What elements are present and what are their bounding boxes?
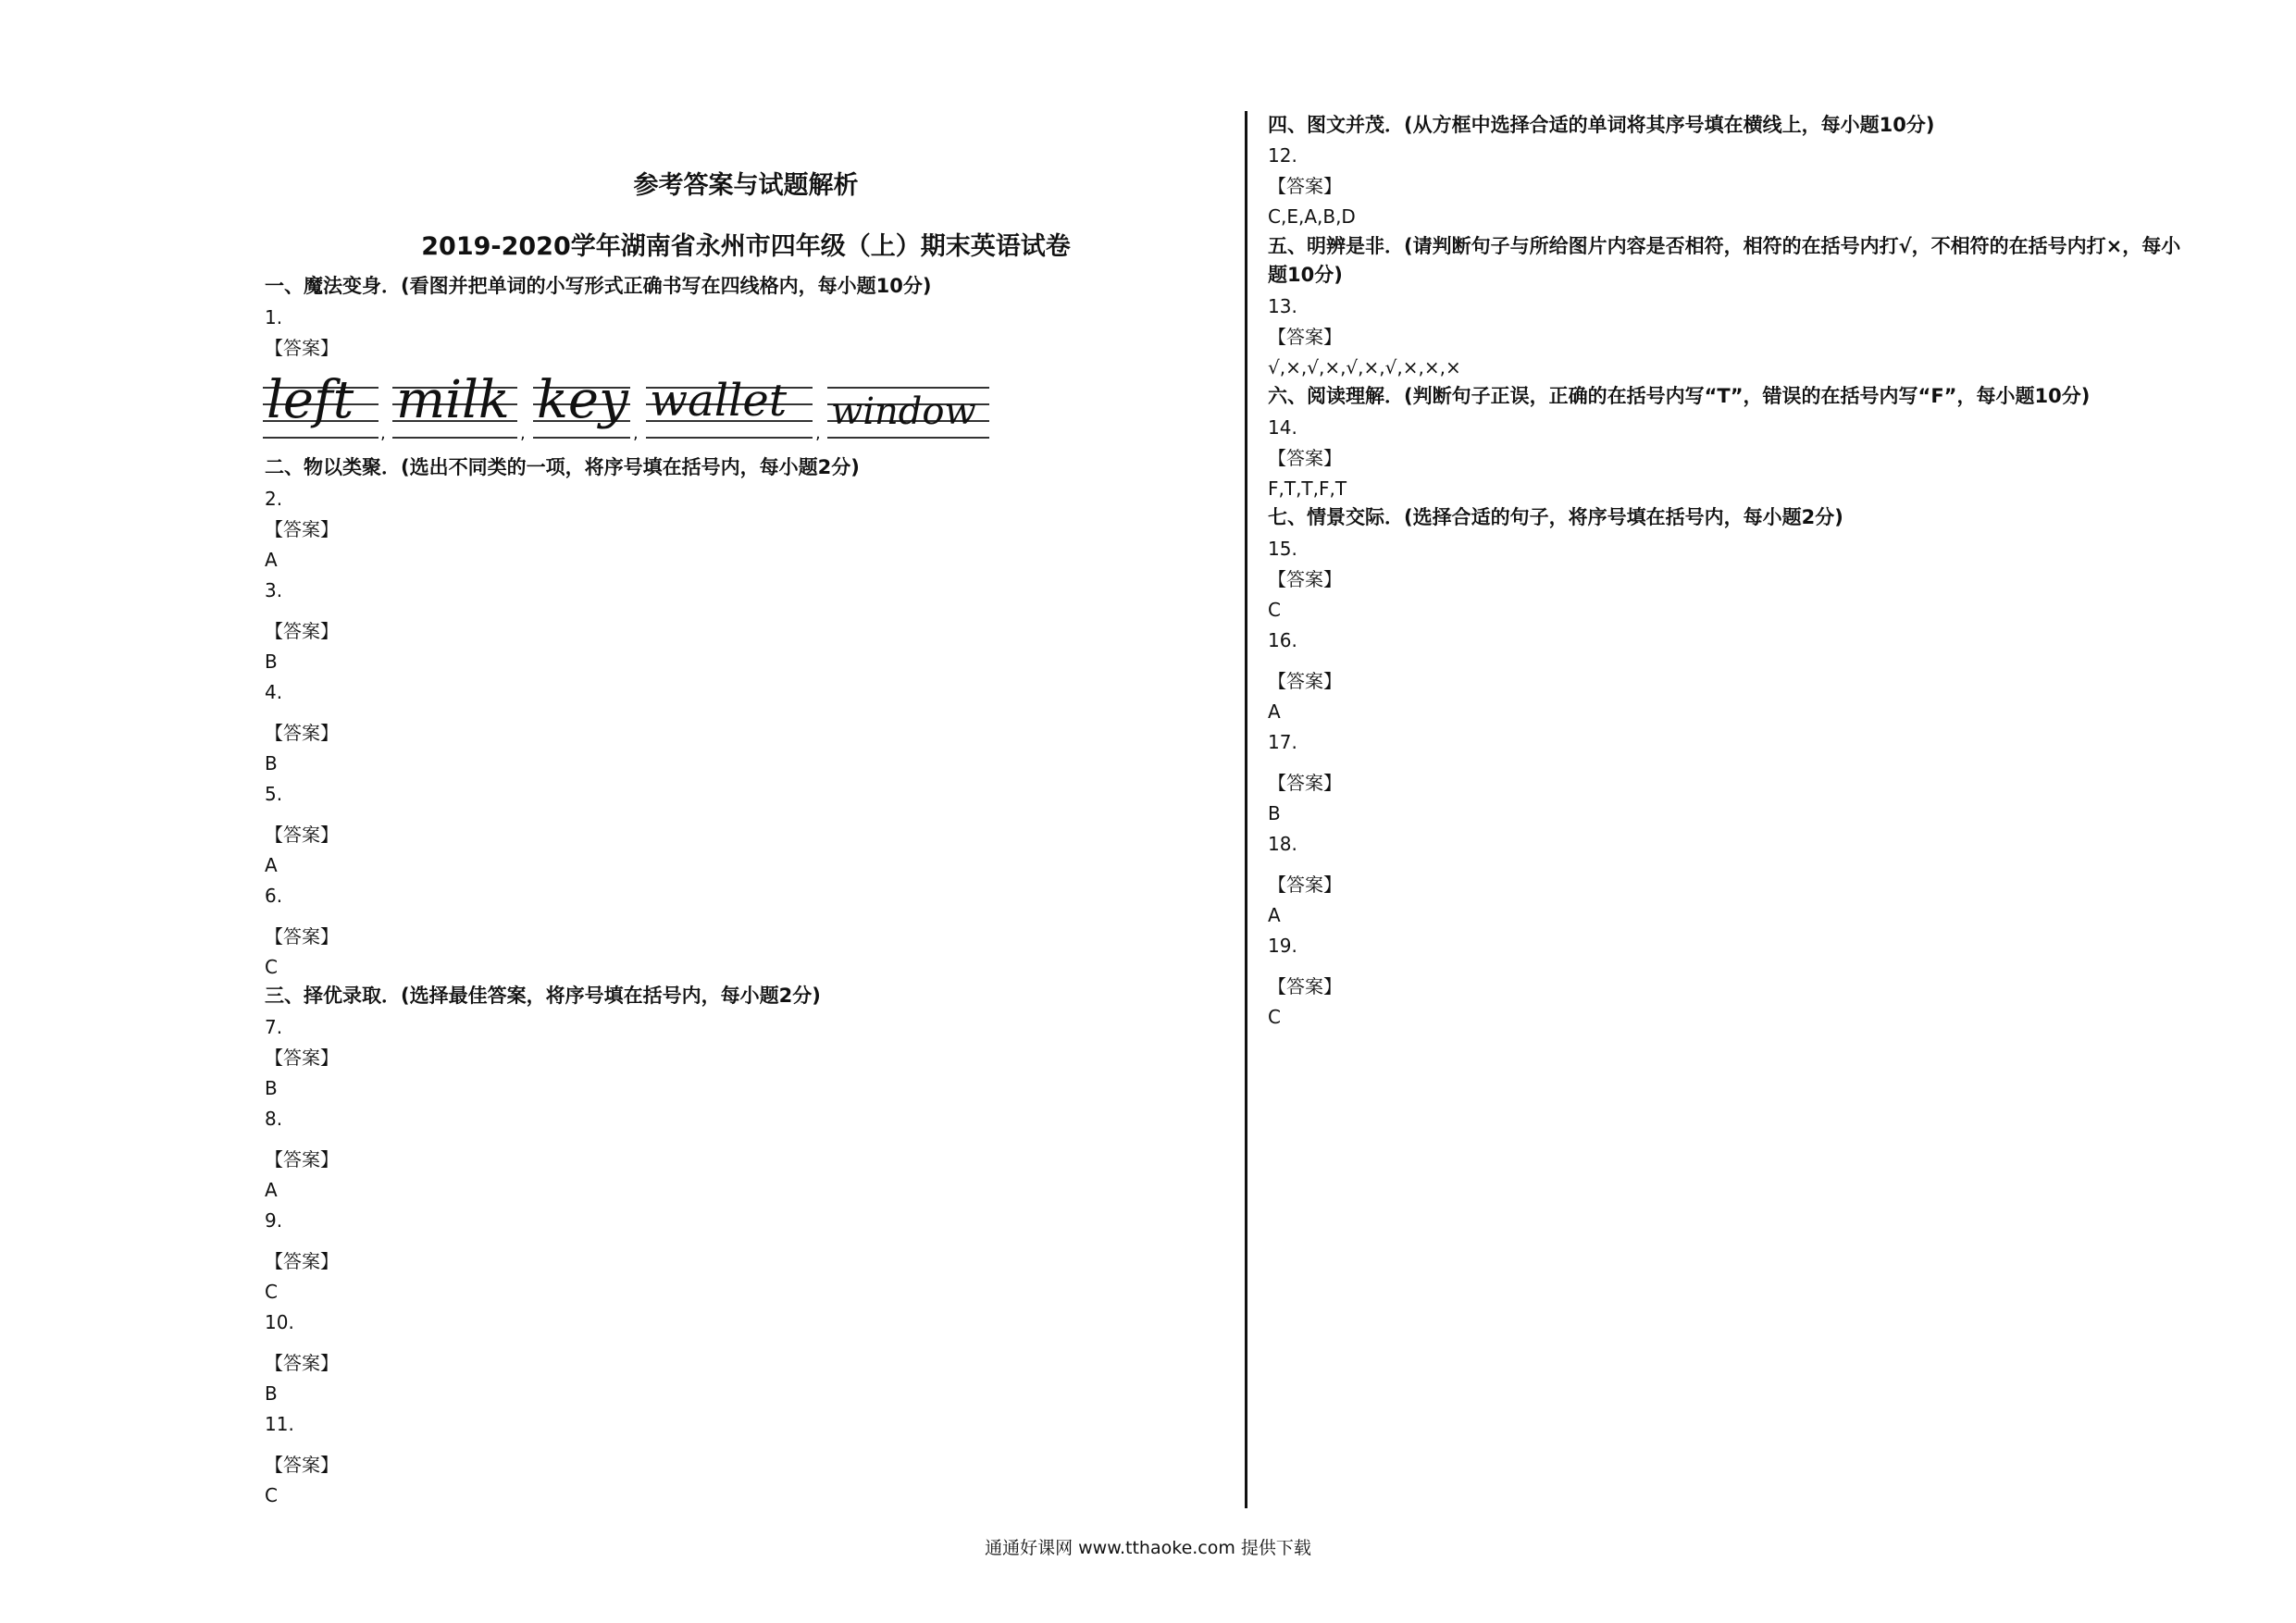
answer-label: 【答案】 <box>265 824 339 846</box>
answer-value: √,×,√,×,√,×,√,×,×,× <box>1268 356 1461 378</box>
question-number: 4. <box>265 681 283 703</box>
answer-label: 【答案】 <box>1268 873 1342 896</box>
section-heading-3: 三、择优录取．(选择最佳答案，将序号填在括号内，每小题2分) <box>265 985 821 1007</box>
answer-value: C <box>265 1484 278 1506</box>
question-number: 8. <box>265 1108 283 1130</box>
handwriting-word-text: milk <box>396 370 510 430</box>
section-heading-7: 七、情景交际．(选择合适的句子，将序号填在括号内，每小题2分) <box>1268 506 1843 528</box>
answer-value: B <box>265 752 278 774</box>
answer-label: 【答案】 <box>1268 568 1342 590</box>
answer-label: 【答案】 <box>265 1250 339 1272</box>
answer-value: C,E,A,B,D <box>1268 205 1356 228</box>
answer-label: 【答案】 <box>265 1352 339 1374</box>
answer-value: A <box>1268 904 1281 926</box>
column-divider <box>1245 111 1247 1508</box>
footer-text: 通通好课网 www.tthaoke.com 提供下载 <box>985 1538 1311 1558</box>
question-number: 12. <box>1268 144 1297 167</box>
question-number: 14. <box>1268 416 1297 439</box>
question-number: 1. <box>265 306 283 328</box>
answer-label: 【答案】 <box>265 925 339 948</box>
handwriting-answers <box>263 370 1003 444</box>
question-number: 3. <box>265 579 283 601</box>
handwriting-word <box>646 370 813 444</box>
handwriting-word <box>533 370 630 444</box>
answer-label: 【答案】 <box>265 518 339 540</box>
answer-label: 【答案】 <box>265 337 339 359</box>
answer-label: 【答案】 <box>1268 670 1342 692</box>
answer-label: 【答案】 <box>1268 447 1342 469</box>
question-number: 7. <box>265 1016 283 1038</box>
question-number: 5. <box>265 783 283 805</box>
handwriting-word-text: wallet <box>650 375 788 427</box>
question-number: 16. <box>1268 629 1297 651</box>
answer-value: A <box>1268 700 1281 723</box>
answer-value: B <box>265 650 278 673</box>
separator: , <box>815 424 821 443</box>
question-number: 11. <box>265 1413 294 1435</box>
answer-label: 【答案】 <box>265 1047 339 1069</box>
question-number: 9. <box>265 1209 283 1232</box>
exam-title: 2019-2020学年湖南省永州市四年级（上）期末英语试卷 <box>421 232 1071 261</box>
handwriting-word-text: key <box>537 370 628 430</box>
handwriting-word-text: window <box>831 390 976 433</box>
section-heading-2: 二、物以类聚．(选出不同类的一项，将序号填在括号内，每小题2分) <box>265 456 860 478</box>
answer-label: 【答案】 <box>1268 175 1342 197</box>
question-number: 19. <box>1268 935 1297 957</box>
handwriting-word <box>392 370 517 444</box>
answer-value: A <box>265 549 278 571</box>
answer-label: 【答案】 <box>265 620 339 642</box>
separator: , <box>520 424 526 443</box>
section-heading-4: 四、图文并茂．(从方框中选择合适的单词将其序号填在横线上，每小题10分) <box>1268 114 1935 136</box>
question-number: 15. <box>1268 538 1297 560</box>
answer-value: C <box>265 956 278 978</box>
answer-label: 【答案】 <box>1268 772 1342 794</box>
answer-label: 【答案】 <box>1268 326 1342 348</box>
answer-value: C <box>1268 599 1281 621</box>
answer-value: C <box>1268 1006 1281 1028</box>
question-number: 2. <box>265 488 283 510</box>
question-number: 6. <box>265 885 283 907</box>
answer-label: 【答案】 <box>265 1454 339 1476</box>
handwriting-word <box>827 370 989 444</box>
section-heading-5-cont: 题10分) <box>1268 264 1343 286</box>
handwriting-word-text: left <box>267 370 354 430</box>
answer-value: A <box>265 854 278 876</box>
section-heading-6: 六、阅读理解．(判断句子正误，正确的在括号内写“T”，错误的在括号内写“F”，每小题10分) <box>1268 385 2091 407</box>
answer-label: 【答案】 <box>265 1148 339 1171</box>
answer-label: 【答案】 <box>265 722 339 744</box>
section-heading-5: 五、明辨是非．(请判断句子与所给图片内容是否相符，相符的在括号内打√，不相符的在括号内打×，每小 <box>1268 235 2181 257</box>
separator: , <box>380 424 386 443</box>
section-heading-1: 一、魔法变身．(看图并把单词的小写形式正确书写在四线格内，每小题10分) <box>265 275 932 297</box>
answer-value: A <box>265 1179 278 1201</box>
question-number: 13. <box>1268 295 1297 317</box>
doc-title: 参考答案与试题解析 <box>633 171 859 200</box>
separator: , <box>633 424 639 443</box>
answer-value: F,T,T,F,T <box>1268 477 1347 500</box>
answer-value: B <box>1268 802 1281 824</box>
answer-value: B <box>265 1077 278 1099</box>
answer-value: B <box>265 1382 278 1405</box>
answer-label: 【答案】 <box>1268 975 1342 997</box>
question-number: 18. <box>1268 833 1297 855</box>
answer-value: C <box>265 1281 278 1303</box>
question-number: 10. <box>265 1311 294 1333</box>
handwriting-word <box>263 370 379 444</box>
question-number: 17. <box>1268 731 1297 753</box>
